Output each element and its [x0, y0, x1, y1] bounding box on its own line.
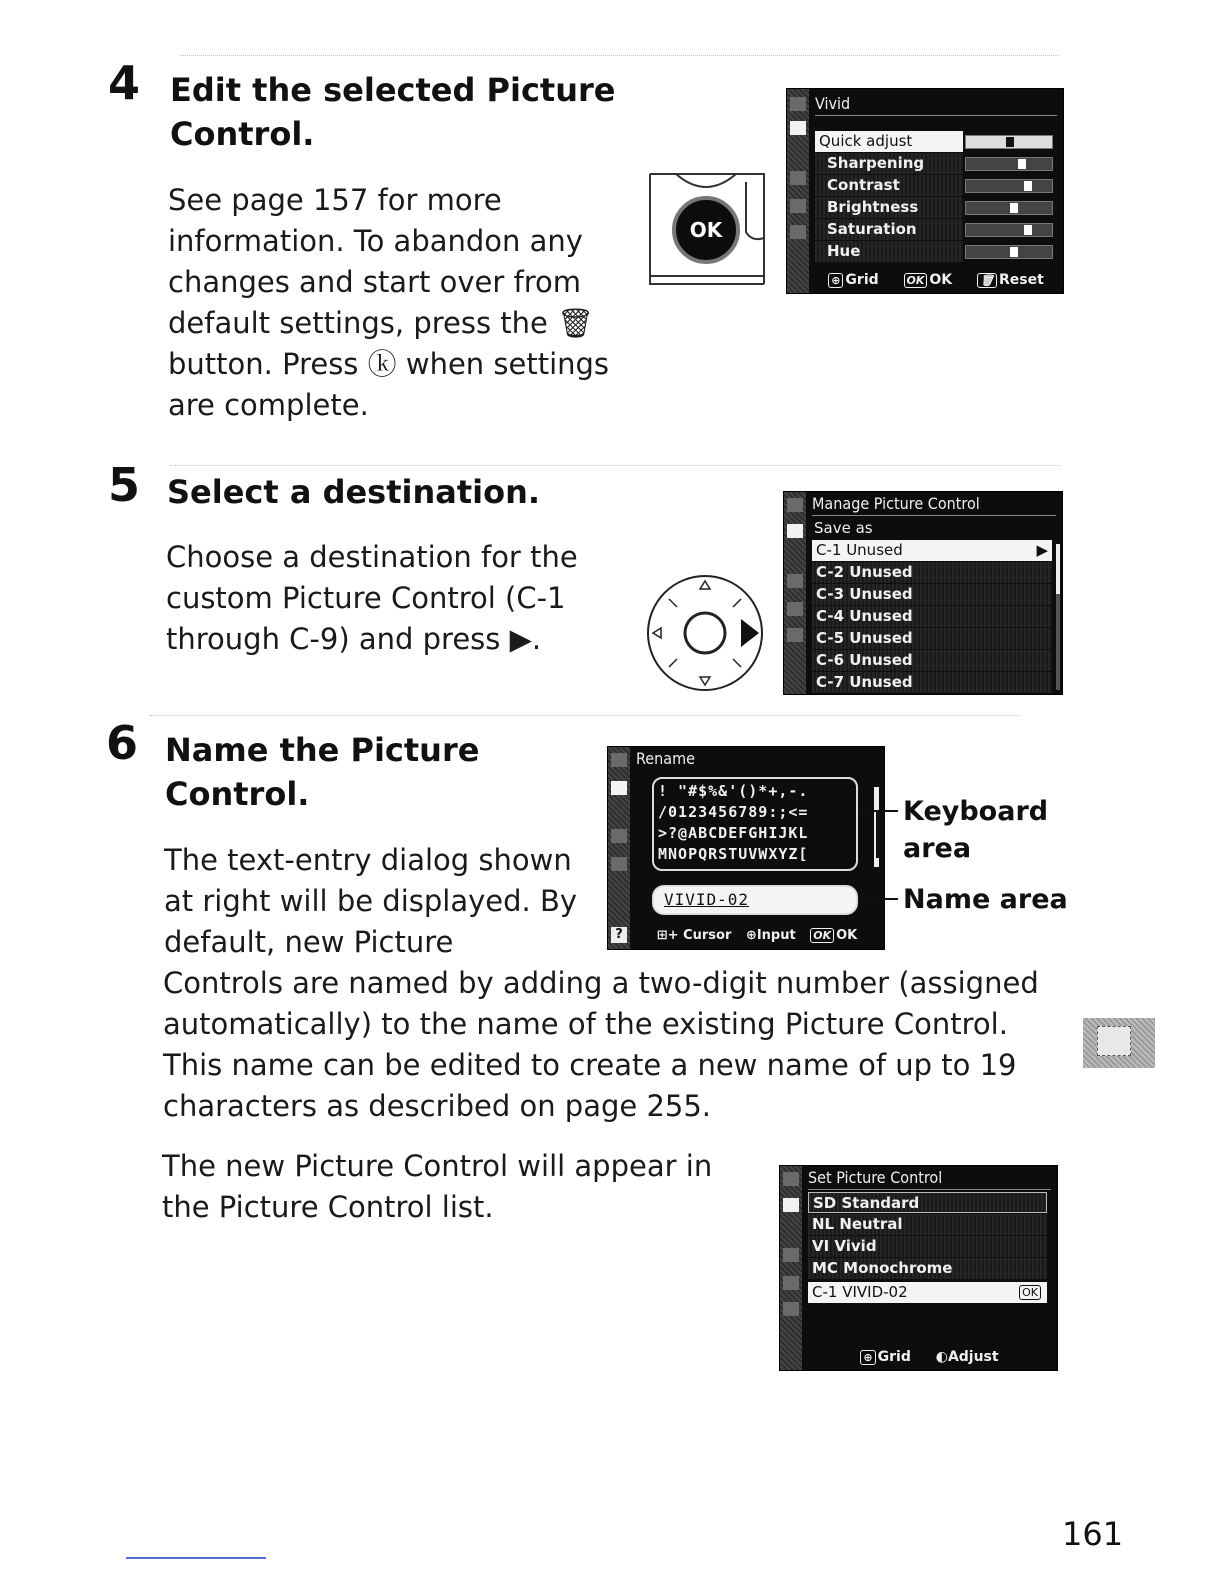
row-label: C-7 Unused	[816, 673, 913, 691]
menu-row[interactable]	[815, 197, 963, 218]
row-label: C-4 Unused	[816, 607, 913, 625]
text-line: This name can be edited to create a new name of up to 19	[163, 1048, 1017, 1082]
step-body	[168, 180, 609, 426]
help-icon: ?	[611, 927, 627, 943]
row-label: VI Vivid	[812, 1237, 877, 1255]
name-value: VIVID-02	[664, 890, 750, 909]
menu-row[interactable]	[812, 628, 1052, 649]
menu-row[interactable]	[812, 606, 1052, 627]
row-label: Quick adjust	[819, 132, 913, 150]
row-label: MC Monochrome	[812, 1259, 953, 1277]
adjust-slider[interactable]	[965, 157, 1053, 171]
step-number: 6	[106, 716, 139, 770]
scrollbar[interactable]	[1056, 544, 1060, 690]
text-line: button. Press ⓚ when settings	[168, 347, 610, 381]
adjust-slider[interactable]	[965, 201, 1053, 215]
step-title-line: Name the Picture	[165, 731, 480, 769]
section-divider-top	[180, 55, 1060, 56]
zoom-icon: ⊕	[745, 928, 757, 943]
wrench-tab-icon	[783, 1248, 799, 1262]
camera-tab-icon	[783, 1198, 799, 1212]
rename-screen	[607, 746, 885, 950]
footer-item: OK OK	[810, 928, 857, 943]
row-label: C-3 Unused	[816, 585, 913, 603]
section-divider-5-6	[150, 715, 1020, 716]
keyboard-row: MNOPQRSTUVWXYZ[	[658, 845, 809, 863]
ok-icon: OK	[1019, 1285, 1041, 1300]
row-label: Hue	[827, 242, 861, 260]
playback-tab-icon	[611, 753, 627, 767]
footer-item: ⊕Input	[745, 928, 796, 943]
menu-tabs	[787, 89, 809, 293]
footer-item: ⊕ Grid	[828, 272, 878, 288]
manage-picture-control-screen	[783, 491, 1063, 695]
keyboard-area-label	[903, 793, 1048, 867]
callout-line: area	[903, 833, 972, 864]
trash-icon: 🗑	[977, 273, 997, 288]
text-line: The new Picture Control will appear in	[162, 1149, 713, 1183]
menu-row[interactable]	[815, 131, 963, 152]
wrench-tab-icon	[790, 171, 806, 185]
row-label: C-2 Unused	[816, 563, 913, 581]
ok-icon: OK	[904, 273, 928, 288]
multi-selector-icon: ⊞	[656, 928, 668, 943]
text-line: the Picture Control list.	[162, 1190, 494, 1224]
set-picture-control-screen	[779, 1165, 1058, 1371]
recent-tab-icon	[787, 628, 803, 642]
step-number: 4	[108, 56, 141, 110]
row-label: C-1 Unused	[816, 541, 903, 559]
retouch-tab-icon	[611, 857, 627, 871]
menu-row[interactable]	[812, 650, 1052, 671]
multi-selector-icon	[645, 573, 765, 693]
multi-selector-icon: ◐	[935, 1349, 948, 1365]
row-label: C-6 Unused	[816, 651, 913, 669]
step-title-line: Control.	[165, 775, 310, 813]
row-label: Brightness	[827, 198, 919, 216]
menu-tabs	[608, 747, 630, 949]
adjust-slider[interactable]	[965, 245, 1053, 259]
zoom-grid-icon: ⊕	[828, 273, 843, 288]
menu-row[interactable]	[815, 175, 963, 196]
menu-row[interactable]	[812, 672, 1052, 693]
step-body	[163, 963, 1039, 1127]
text-line: at right will be displayed. By	[164, 884, 578, 918]
menu-row[interactable]	[815, 153, 963, 174]
adjust-slider[interactable]	[965, 179, 1053, 193]
text-line: through C-9) and press ▶.	[166, 622, 542, 656]
row-label: NL Neutral	[812, 1215, 903, 1233]
text-line: default settings, press the 🗑	[168, 306, 594, 340]
ok-icon: OK	[810, 928, 834, 943]
playback-tab-icon	[790, 97, 806, 111]
name-area-label: Name area	[903, 884, 1068, 915]
playback-tab-icon	[787, 498, 803, 512]
chapter-tab-icon	[1083, 1018, 1155, 1068]
text-line: characters as described on page 255.	[163, 1089, 712, 1123]
keyboard-row: /0123456789:;<=	[658, 803, 809, 821]
retouch-tab-icon	[790, 199, 806, 213]
screen-title: Vivid	[815, 93, 1057, 116]
text-line: are complete.	[168, 388, 369, 422]
wrench-tab-icon	[611, 829, 627, 843]
menu-row[interactable]	[808, 1192, 1047, 1213]
menu-row[interactable]	[812, 540, 1052, 561]
screen-title: Set Picture Control	[808, 1167, 1051, 1190]
playback-tab-icon	[783, 1172, 799, 1186]
retouch-tab-icon	[787, 602, 803, 616]
menu-row[interactable]	[808, 1258, 1047, 1279]
row-label: Saturation	[827, 220, 917, 238]
menu-row[interactable]	[808, 1236, 1047, 1257]
row-label: C-5 Unused	[816, 629, 913, 647]
footer-item: 🗑 Reset	[977, 272, 1044, 288]
menu-row[interactable]	[812, 584, 1052, 605]
recent-tab-icon	[790, 225, 806, 239]
screen-subtitle: Save as	[814, 519, 873, 537]
row-label: SD Standard	[813, 1194, 920, 1212]
wrench-tab-icon	[787, 574, 803, 588]
menu-row[interactable]	[808, 1282, 1047, 1303]
menu-tabs	[784, 492, 806, 694]
menu-row[interactable]	[815, 219, 963, 240]
keyboard-row: ! "#$%&'()*+,-.	[658, 782, 809, 800]
adjust-slider[interactable]	[965, 223, 1053, 237]
ok-button-illustration	[648, 172, 766, 290]
ok-button: OK	[672, 196, 740, 264]
menu-row[interactable]	[815, 241, 963, 262]
step-body	[166, 537, 578, 660]
adjust-slider[interactable]	[965, 135, 1053, 149]
text-line: custom Picture Control (C-1	[166, 581, 566, 615]
callout-line: Keyboard	[903, 796, 1049, 827]
step-title	[170, 68, 615, 156]
footer-item: OK OK	[904, 272, 953, 288]
step-number: 5	[108, 458, 141, 512]
footer-rule	[126, 1557, 266, 1559]
text-line: See page 157 for more	[168, 183, 502, 217]
keyboard-area[interactable]	[652, 777, 858, 871]
row-label: Sharpening	[827, 154, 925, 172]
keyboard-row: >?@ABCDEFGHIJKL	[658, 824, 809, 842]
retouch-tab-icon	[783, 1276, 799, 1290]
menu-tabs	[780, 1166, 802, 1370]
picture-control-edit-screen	[786, 88, 1064, 294]
step-title-line: Edit the selected Picture	[170, 71, 616, 109]
footer-item: ⊞+ Cursor	[656, 928, 732, 943]
row-label: C-1 VIVID-02	[812, 1283, 908, 1301]
right-arrow-icon: ▶	[1036, 541, 1048, 559]
screen-title: Rename	[636, 749, 695, 768]
screen-footer	[636, 926, 878, 946]
step-body	[164, 840, 577, 963]
name-area[interactable]	[652, 885, 858, 915]
page-number: 161	[1062, 1515, 1124, 1553]
screen-title: Manage Picture Control	[812, 493, 1056, 516]
section-divider-4-5	[170, 465, 1060, 466]
text-line: Controls are named by adding a two-digit number (assigned	[163, 966, 1039, 1000]
callout-leaders	[858, 780, 908, 910]
text-line: information. To abandon any	[168, 224, 583, 258]
text-line: The text-entry dialog shown	[164, 843, 572, 877]
camera-tab-icon	[790, 121, 806, 135]
menu-row[interactable]	[808, 1214, 1047, 1235]
step-title: Select a destination.	[167, 473, 541, 511]
text-line: Choose a destination for the	[166, 540, 578, 574]
camera-tab-icon	[611, 781, 627, 795]
step-title	[165, 728, 479, 816]
screen-footer	[808, 1347, 1051, 1367]
step-body	[162, 1146, 712, 1228]
text-line: automatically) to the name of the existing Picture Control.	[163, 1007, 1008, 1041]
recent-tab-icon	[783, 1302, 799, 1316]
camera-tab-icon	[787, 524, 803, 538]
text-line: changes and start over from	[168, 265, 581, 299]
footer-item: ◐Adjust	[935, 1349, 999, 1365]
zoom-grid-icon: ⊕	[860, 1350, 875, 1365]
screen-footer	[815, 270, 1057, 290]
footer-item: ⊕ Grid	[860, 1349, 910, 1365]
menu-row[interactable]	[812, 562, 1052, 583]
row-label: Contrast	[827, 176, 900, 194]
step-title-line: Control.	[170, 115, 315, 153]
text-line: default, new Picture	[164, 925, 454, 959]
